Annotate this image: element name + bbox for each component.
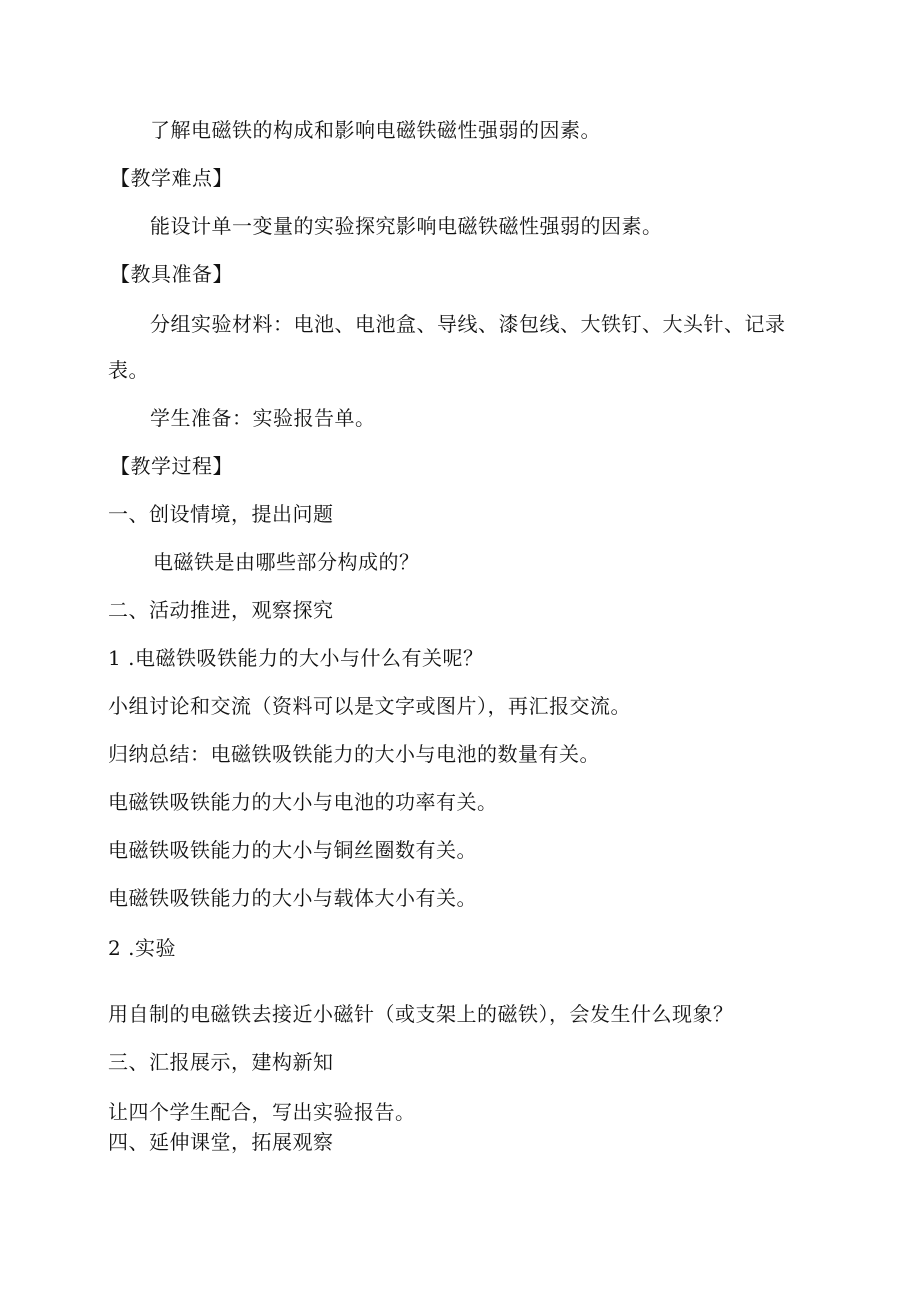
paragraph-materials: 分组实验材料：电池、电池盒、导线、漆包线、大铁钉、大头针、记录: [150, 312, 786, 336]
paragraph-difficulty: 能设计单一变量的实验探究影响电磁铁磁性强弱的因素。: [150, 214, 663, 238]
heading-teaching-difficulty: 【教学难点】: [110, 166, 233, 190]
paragraph-power: 电磁铁吸铁能力的大小与电池的功率有关。: [108, 790, 498, 814]
section-two-title: 二、活动推进，观察探究: [108, 598, 334, 622]
paragraph-discussion: 小组讨论和交流（资料可以是文字或图片），再汇报交流。: [108, 694, 631, 718]
paragraph-report: 让四个学生配合，写出实验报告。: [108, 1100, 416, 1124]
heading-teaching-process: 【教学过程】: [110, 454, 233, 478]
paragraph-objective: 了解电磁铁的构成和影响电磁铁磁性强弱的因素。: [150, 118, 601, 142]
paragraph-coils: 电磁铁吸铁能力的大小与铜丝圈数有关。: [108, 838, 477, 862]
paragraph-summary: 归纳总结：电磁铁吸铁能力的大小与电池的数量有关。: [108, 742, 600, 766]
item-one: 1 .电磁铁吸铁能力的大小与什么有关呢？: [108, 646, 484, 670]
paragraph-materials-cont: 表。: [108, 358, 149, 382]
paragraph-question: 电磁铁是由哪些部分构成的？: [153, 550, 420, 574]
section-three-title: 三、汇报展示，建构新知: [108, 1050, 334, 1074]
paragraph-carrier: 电磁铁吸铁能力的大小与载体大小有关。: [108, 886, 477, 910]
heading-teaching-aids: 【教具准备】: [110, 262, 233, 286]
section-one-title: 一、创设情境，提出问题: [108, 502, 334, 526]
item-two: 2 .实验: [108, 936, 176, 960]
paragraph-student-prep: 学生准备：实验报告单。: [150, 406, 376, 430]
section-four-title: 四、延伸课堂，拓展观察: [108, 1130, 334, 1154]
paragraph-experiment: 用自制的电磁铁去接近小磁针（或支架上的磁铁），会发生什么现象？: [108, 1002, 734, 1026]
